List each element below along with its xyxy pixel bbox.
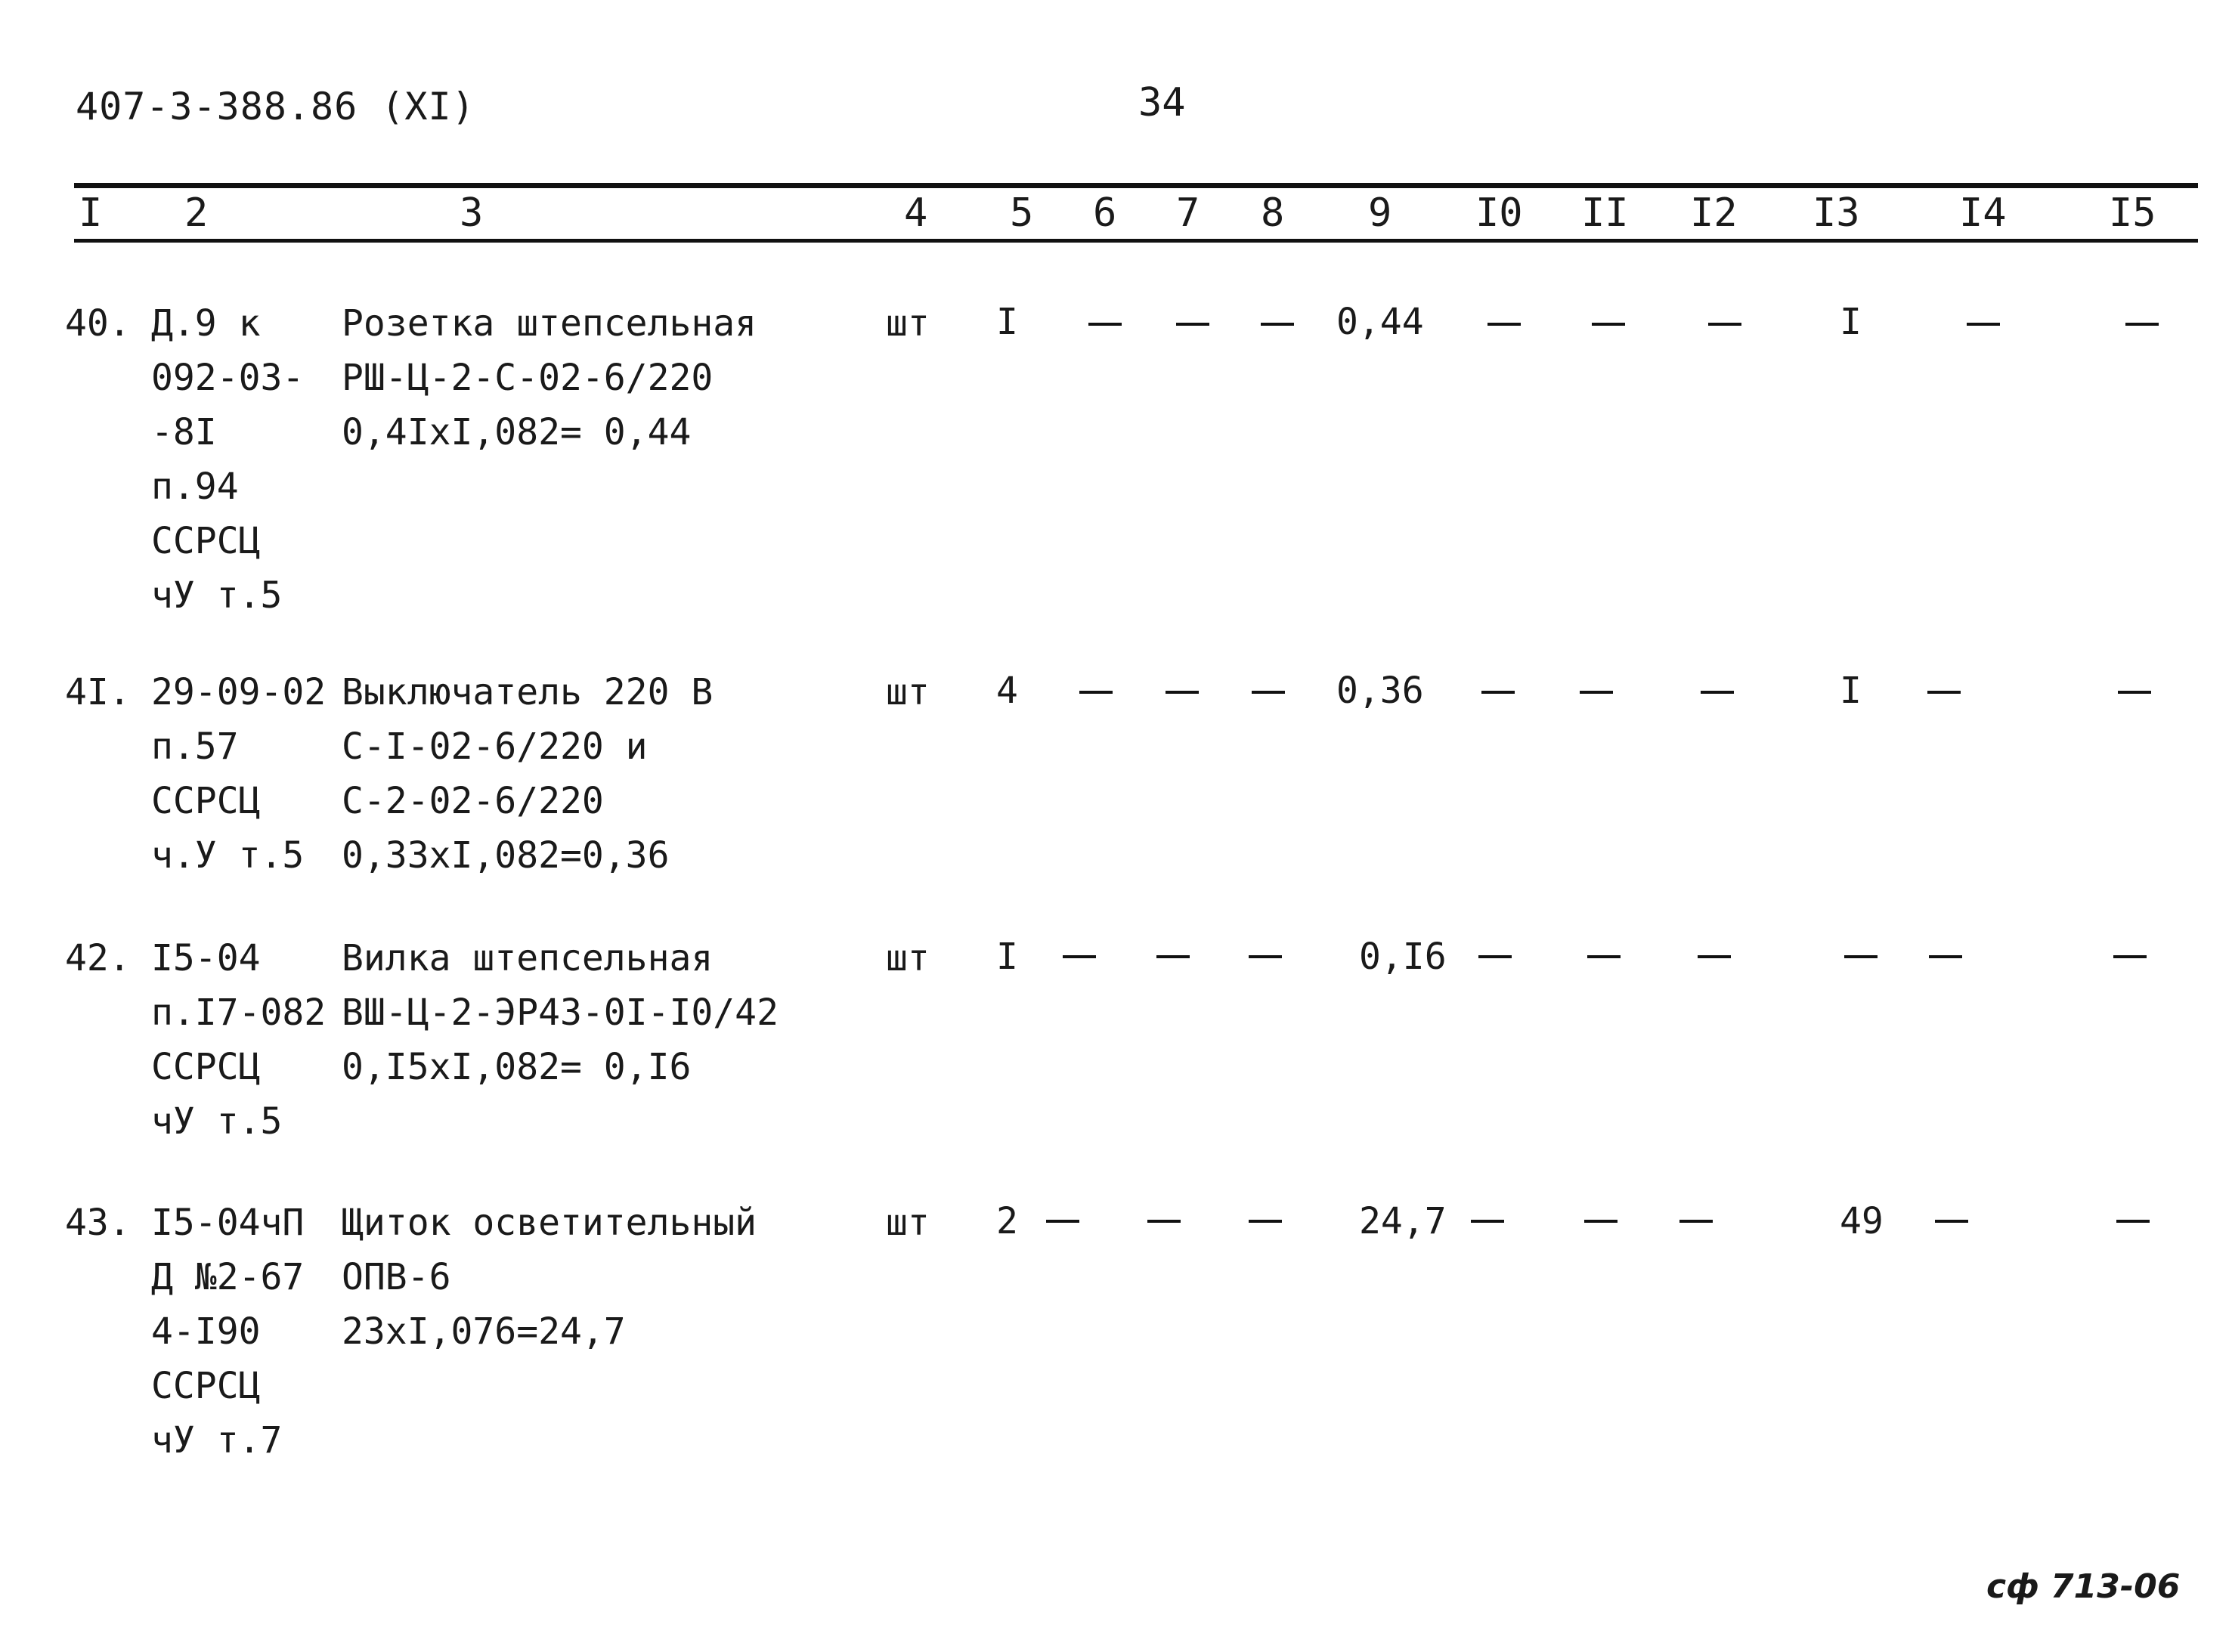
row-42-reference [151, 931, 326, 1149]
desc-line: 0,33xI,082=0,36 [342, 834, 670, 877]
dash [1249, 1220, 1282, 1223]
ref-line: ССРСЦ [151, 1046, 261, 1088]
table-header-rule [74, 239, 2198, 243]
dash [2125, 323, 2159, 326]
dash [1156, 955, 1190, 958]
dash [1967, 323, 2000, 326]
dash [1935, 1220, 1968, 1223]
dash [1487, 323, 1521, 326]
ref-line: чУ т.5 [151, 1100, 283, 1143]
dash [1844, 955, 1878, 958]
desc-line: РШ-Ц-2-С-02-6/220 [342, 357, 714, 399]
dash [2116, 1220, 2150, 1223]
document-code: 407-3-388.86 (XI) [76, 85, 475, 128]
row-41-unit: шт [886, 671, 930, 713]
dash [1063, 955, 1096, 958]
ref-line: чУ т.7 [151, 1419, 283, 1462]
ref-line: I5-04чП [151, 1202, 305, 1244]
row-41-col9: 0,36 [1336, 670, 1424, 712]
desc-line: 23xI,076=24,7 [342, 1310, 626, 1353]
row-43-quantity: 2 [996, 1200, 1018, 1242]
column-header-5: 5 [1010, 190, 1034, 236]
ref-line: чУ т.5 [151, 574, 283, 617]
column-header-13: I3 [1813, 190, 1860, 236]
dash [2118, 691, 2151, 694]
column-header-14: I4 [1959, 190, 2007, 236]
row-43-reference [151, 1196, 304, 1468]
column-header-2: 2 [184, 190, 209, 236]
dash [1046, 1220, 1079, 1223]
row-41-number: 4I. [65, 671, 131, 713]
desc-line: Щиток осветительный [342, 1202, 757, 1244]
desc-line: ВШ-Ц-2-ЭР43-0I-I0/42 [342, 992, 779, 1034]
row-40-description [342, 296, 757, 459]
ref-line: -8I [151, 411, 217, 453]
ref-line: ССРСЦ [151, 1365, 261, 1407]
row-43-description [342, 1196, 757, 1359]
column-header-10: I0 [1475, 190, 1523, 236]
dash [1592, 323, 1625, 326]
dash [1249, 955, 1282, 958]
row-40-reference [151, 296, 304, 623]
row-41-col13: I [1840, 670, 1862, 712]
dash [1079, 691, 1113, 694]
dash [1176, 323, 1209, 326]
desc-line: Выключатель 220 В [342, 671, 714, 713]
dash [1587, 955, 1621, 958]
column-header-3: 3 [460, 190, 484, 236]
row-42-quantity: I [996, 936, 1018, 978]
dash [1580, 691, 1613, 694]
column-header-12: I2 [1690, 190, 1738, 236]
column-header-6: 6 [1093, 190, 1117, 236]
desc-line: С-I-02-6/220 и [342, 725, 648, 768]
ref-line: Д.9 к [151, 302, 261, 345]
row-43-number: 43. [65, 1202, 131, 1244]
column-header-15: I5 [2109, 190, 2156, 236]
row-40-col13: I [1840, 301, 1862, 343]
page-number: 34 [1138, 80, 1186, 125]
ref-line: ч.У т.5 [151, 834, 305, 877]
row-43-col13: 49 [1840, 1200, 1884, 1242]
dash [1261, 323, 1294, 326]
row-40-quantity: I [996, 301, 1018, 343]
ref-line: 4-I90 [151, 1310, 261, 1353]
desc-line: ОПВ-6 [342, 1256, 451, 1298]
row-43-col9: 24,7 [1359, 1200, 1447, 1242]
dash [1088, 323, 1122, 326]
dash [1679, 1220, 1713, 1223]
ref-line: I5-04 [151, 937, 261, 979]
ref-line: п.94 [151, 466, 239, 508]
dash [1252, 691, 1285, 694]
dash [1481, 691, 1515, 694]
column-header-9: 9 [1368, 190, 1392, 236]
ref-line: 29-09-02 [151, 671, 327, 713]
ref-line: п.57 [151, 725, 239, 768]
desc-line: Розетка штепсельная [342, 302, 757, 345]
row-42-unit: шт [886, 937, 930, 979]
column-header-4: 4 [904, 190, 928, 236]
dash [1698, 955, 1731, 958]
column-header-7: 7 [1176, 190, 1200, 236]
ref-line: ССРСЦ [151, 520, 261, 562]
row-42-description [342, 931, 779, 1094]
column-header-8: 8 [1261, 190, 1285, 236]
dash [1166, 691, 1199, 694]
dash [1927, 691, 1961, 694]
ref-line: п.I7-082 [151, 992, 327, 1034]
dash [1471, 1220, 1504, 1223]
dash [1478, 955, 1512, 958]
row-41-reference [151, 665, 326, 883]
row-42-number: 42. [65, 937, 131, 979]
row-41-description [342, 665, 713, 883]
desc-line: 0,I5xI,082= 0,I6 [342, 1046, 692, 1088]
row-40-number: 40. [65, 302, 131, 345]
column-header-11: II [1581, 190, 1629, 236]
column-header-1: I [79, 190, 103, 236]
dash [1147, 1220, 1181, 1223]
desc-line: С-2-02-6/220 [342, 780, 604, 822]
ref-line: 092-03- [151, 357, 305, 399]
dash [1708, 323, 1741, 326]
table-top-rule [74, 183, 2198, 188]
row-40-unit: шт [886, 302, 930, 345]
dash [1584, 1220, 1618, 1223]
desc-line: Вилка штепсельная [342, 937, 714, 979]
dash [1701, 691, 1734, 694]
dash [1929, 955, 1962, 958]
dash [2113, 955, 2147, 958]
row-43-unit: шт [886, 1202, 930, 1244]
row-42-col9: 0,I6 [1359, 936, 1447, 978]
row-40-col9: 0,44 [1336, 301, 1424, 343]
footer-stamp: сф 713-06 [1986, 1567, 2181, 1606]
ref-line: Д №2-67 [151, 1256, 305, 1298]
ref-line: ССРСЦ [151, 780, 261, 822]
row-41-quantity: 4 [996, 670, 1018, 712]
desc-line: 0,4IxI,082= 0,44 [342, 411, 692, 453]
